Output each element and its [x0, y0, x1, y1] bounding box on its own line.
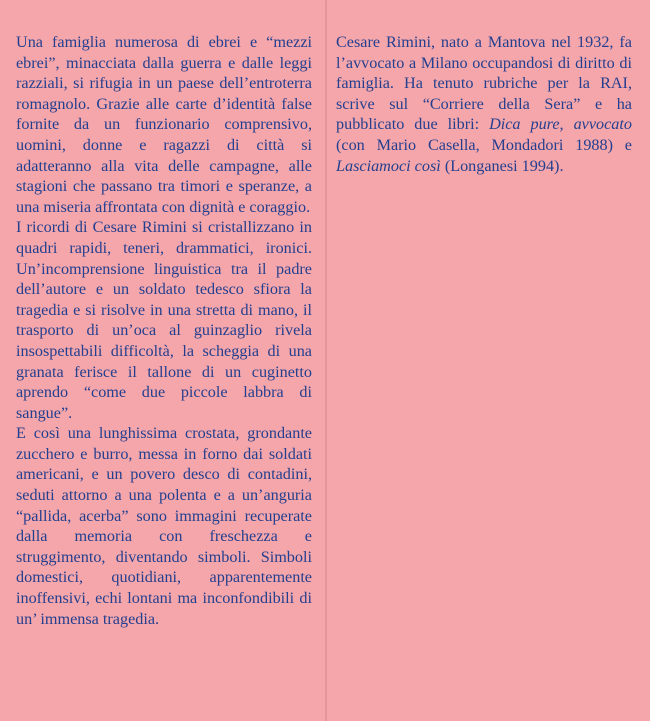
book-info-2: (Longanesi 1994). [440, 156, 564, 175]
fold-line [325, 0, 327, 721]
author-bio [336, 32, 632, 176]
book-title-2: Lasciamoci così [336, 156, 441, 175]
synopsis-paragraph-1: Una famiglia numerosa di ebrei e “mezzi ebrei”, minacciata dalla guerra e dalle leggi razziali, si rifugia in un paese dell’entroterra romagnolo. Grazie alle carte d’identità false fornite da un funzionario comprensivo, uomini, donne e ragazzi di città si adatteranno alla vita delle campagne, alle stagioni che passano tra timori e speranze, a una miseria affrontata con dignità e coraggio. [16, 33, 312, 216]
synopsis-paragraph-2: I ricordi di Cesare Rimini si cristallizzano in quadri rapidi, teneri, drammatici, ironici. Un’incomprensione linguistica tra il padre dell’autore e un soldato tedesco sfiora la tragedia e si risolve in una stretta di mano, il trasporto di un’oca al guinzaglio rivela insospettabili difficoltà, la scheggia di una granata ferisce il tallone di un cuginetto aprendo “come due piccole labbra di sangue”. [16, 218, 312, 422]
bio-intro: Cesare Rimini, nato a Mantova nel 1932, fa l’avvocato a Milano occupandosi di diritto di famiglia. Ha tenuto rubriche per la RAI, scrive sul “Corriere della Sera” e ha pubblicato due libri: [336, 33, 632, 134]
author-bio-column [336, 32, 632, 176]
book-title-1: Dica pure, avvocato [489, 115, 632, 134]
book-info-1: (con Mario Casella, Mondadori 1988) e [336, 135, 632, 154]
synopsis-column [16, 32, 312, 629]
synopsis-paragraph-3: E così una lunghissima crostata, grondante zucchero e burro, messa in forno dai soldati americani, e un povero desco di contadini, seduti attorno a una polenta e a un’anguria “pallida, acerba” sono immagini recuperate dalla memoria con freschezza e struggimento, diventando simboli. Simboli domestici, quotidiani, apparentemente inoffensivi, echi lontani ma inconfondibili di un’ immensa tragedia. [16, 424, 312, 628]
